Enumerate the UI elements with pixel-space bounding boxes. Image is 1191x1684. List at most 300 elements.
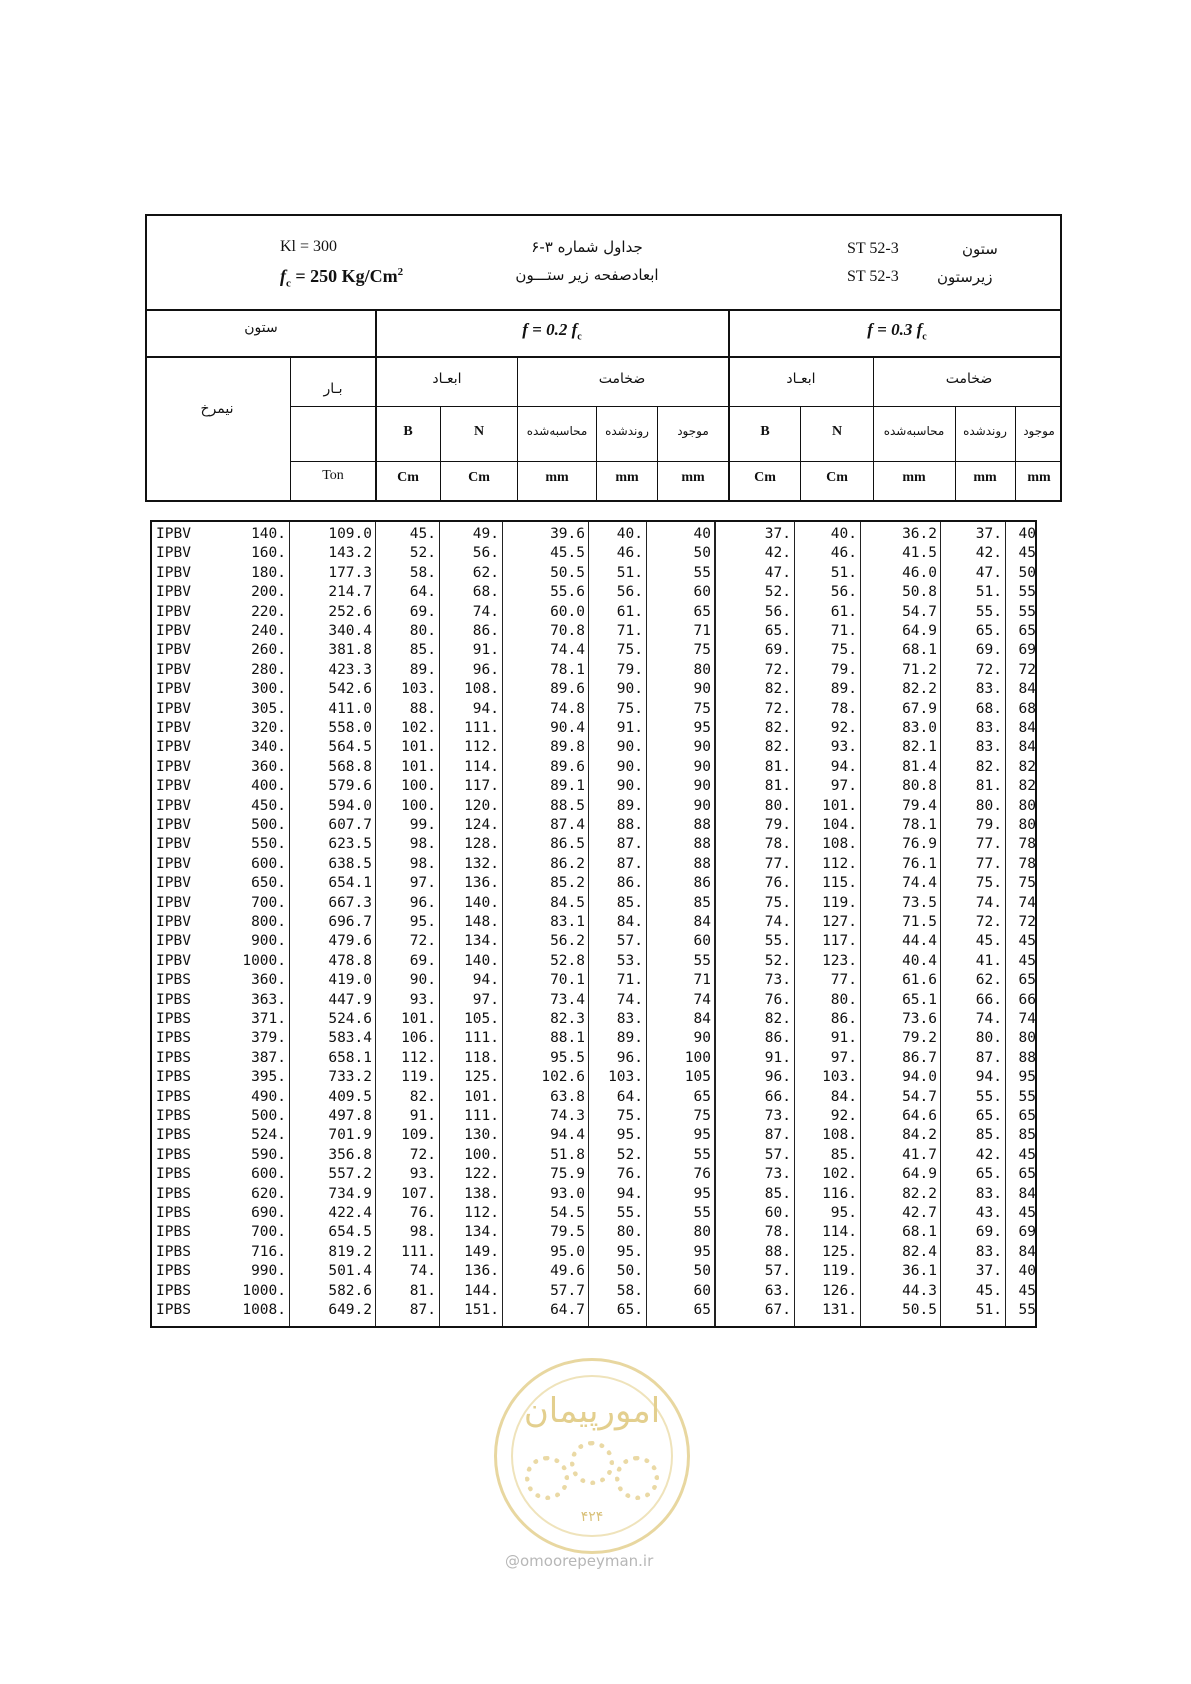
n-left-cell: 124. (464, 817, 499, 833)
load-cell: 568.8 (328, 758, 372, 775)
table-row (152, 1107, 1035, 1126)
profile-size-cell: 600. (251, 855, 286, 872)
profile-size-cell: 500. (251, 817, 286, 833)
profile-type-cell: IPBS (156, 1243, 191, 1260)
n-right-cell: 97. (830, 1049, 857, 1066)
available-right-cell: 84 (1018, 681, 1036, 698)
n-left-cell: 136. (464, 1263, 499, 1280)
rounded-left-cell: 75. (616, 700, 643, 717)
n-left-cell: 149. (464, 1243, 499, 1260)
b-right-cell: 56. (764, 603, 791, 620)
available-left-cell: 65 (693, 1088, 711, 1105)
available-right-cell: 45 (1018, 952, 1036, 969)
rounded-label-right: روندشده (963, 424, 1007, 438)
available-left-cell: 65 (693, 1302, 711, 1318)
b-left-cell: 101. (401, 739, 436, 756)
profile-type-cell: IPBV (156, 778, 191, 795)
calc-left-cell: 89.6 (550, 758, 585, 775)
b-left-cell: 98. (409, 855, 436, 872)
divider (517, 358, 518, 500)
calc-left-cell: 83.1 (550, 914, 585, 930)
b-left-cell: 74. (409, 1263, 436, 1280)
rounded-right-cell: 82. (975, 758, 1002, 775)
calc-left-cell: 70.1 (550, 972, 585, 989)
table-row (152, 525, 1035, 544)
available-right-cell: 45 (1018, 1205, 1036, 1221)
calc-right-cell: 79.4 (902, 797, 937, 814)
available-right-cell: 55 (1018, 1302, 1036, 1318)
calc-left-cell: 89.6 (550, 681, 585, 698)
load-cell: 654.5 (328, 1224, 372, 1241)
n-right-cell: 92. (830, 720, 857, 736)
available-left-cell: 90 (693, 778, 711, 795)
rounded-left-cell: 86. (616, 875, 643, 892)
table-row (152, 641, 1035, 660)
n-left-cell: 122. (464, 1166, 499, 1183)
calc-left-cell: 89.8 (550, 739, 585, 756)
n-label-left: N (473, 424, 485, 439)
b-right-cell: 67. (764, 1302, 791, 1318)
b-right-cell: 86. (764, 1030, 791, 1047)
unit-calc-right: mm (902, 470, 926, 485)
available-left-cell: 71 (693, 972, 711, 989)
available-left-cell: 90 (693, 739, 711, 756)
table-row (152, 544, 1035, 563)
available-right-cell: 95 (1018, 1069, 1036, 1086)
rounded-left-cell: 75. (616, 1108, 643, 1124)
table-row (152, 758, 1035, 777)
calc-left-cell: 52.8 (550, 952, 585, 969)
available-right-cell: 45 (1018, 933, 1036, 950)
available-right-cell: 84 (1018, 1185, 1036, 1202)
b-left-cell: 93. (409, 1166, 436, 1183)
b-left-cell: 82. (409, 1088, 436, 1105)
table-row (152, 874, 1035, 893)
calc-right-cell: 41.7 (902, 1146, 937, 1163)
rounded-left-cell: 74. (616, 991, 643, 1008)
b-right-cell: 75. (764, 894, 791, 911)
rounded-left-cell: 61. (616, 603, 643, 620)
available-left-cell: 80 (693, 1224, 711, 1241)
available-right-cell: 69 (1018, 642, 1036, 659)
available-left-cell: 55 (693, 564, 711, 581)
n-right-cell: 93. (830, 739, 857, 756)
load-cell: 422.4 (328, 1205, 372, 1221)
unit-calc-left: mm (545, 470, 569, 485)
n-right-cell: 114. (822, 1224, 857, 1241)
b-right-cell: 96. (764, 1069, 791, 1086)
profile-size-cell: 180. (251, 564, 286, 581)
unit-available-right: mm (1027, 470, 1051, 485)
profile-size-cell: 650. (251, 875, 286, 892)
available-right-cell: 45 (1018, 1146, 1036, 1163)
calc-right-cell: 82.4 (902, 1243, 937, 1260)
load-cell: 411.0 (328, 700, 372, 717)
calc-right-cell: 46.0 (902, 564, 937, 581)
table-row (152, 1223, 1035, 1242)
rounded-left-cell: 64. (616, 1088, 643, 1105)
n-right-cell: 91. (830, 1030, 857, 1047)
n-right-cell: 119. (822, 894, 857, 911)
n-right-cell: 131. (822, 1302, 857, 1318)
b-right-cell: 87. (764, 1127, 791, 1144)
fp-right: f = 0.3 $f_c$ (867, 320, 927, 343)
available-left-cell: 75 (693, 642, 711, 659)
n-left-cell: 91. (472, 642, 499, 659)
profile-type-cell: IPBS (156, 1205, 191, 1221)
b-left-cell: 100. (401, 797, 436, 814)
table-row (152, 1126, 1035, 1145)
load-cell: 654.1 (328, 875, 372, 892)
calc-left-cell: 87.4 (550, 817, 585, 833)
calc-right-cell: 71.2 (902, 661, 937, 678)
rounded-right-cell: 55. (975, 1088, 1002, 1105)
load-label: بـار (323, 381, 343, 397)
rounded-left-cell: 40. (616, 526, 643, 542)
b-right-cell: 78. (764, 836, 791, 853)
rounded-right-cell: 75. (975, 875, 1002, 892)
table-row (152, 913, 1035, 932)
profile-size-cell: 600. (251, 1166, 286, 1183)
load-cell: 667.3 (328, 894, 372, 911)
available-label-left: موجود (677, 424, 709, 438)
calc-right-cell: 79.2 (902, 1030, 937, 1047)
calc-left-cell: 56.2 (550, 933, 585, 950)
column-grade: ST 52-3 (847, 240, 899, 257)
b-right-cell: 73. (764, 1108, 791, 1124)
n-right-cell: 94. (830, 758, 857, 775)
rounded-left-cell: 95. (616, 1243, 643, 1260)
calc-right-cell: 76.1 (902, 855, 937, 872)
calc-left-cell: 75.9 (550, 1166, 585, 1183)
table-row (152, 564, 1035, 583)
available-left-cell: 40 (693, 526, 711, 542)
calc-left-cell: 90.4 (550, 720, 585, 736)
available-left-cell: 90 (693, 681, 711, 698)
b-left-cell: 101. (401, 1011, 436, 1027)
n-right-cell: 123. (822, 952, 857, 969)
available-right-cell: 72 (1018, 914, 1036, 930)
calc-right-cell: 50.8 (902, 584, 937, 601)
load-cell: 734.9 (328, 1185, 372, 1202)
b-left-cell: 69. (409, 603, 436, 620)
rounded-right-cell: 83. (975, 720, 1002, 736)
rounded-right-cell: 37. (975, 526, 1002, 542)
b-right-cell: 82. (764, 681, 791, 698)
rounded-left-cell: 53. (616, 952, 643, 969)
rounded-right-cell: 62. (975, 972, 1002, 989)
b-right-cell: 52. (764, 952, 791, 969)
calc-left-cell: 51.8 (550, 1146, 585, 1163)
rounded-right-cell: 74. (975, 1011, 1002, 1027)
available-right-cell: 68 (1018, 700, 1036, 717)
b-left-cell: 97. (409, 875, 436, 892)
table-row (152, 991, 1035, 1010)
load-cell: 557.2 (328, 1166, 372, 1183)
n-left-cell: 144. (464, 1282, 499, 1299)
n-left-cell: 97. (472, 991, 499, 1008)
rounded-left-cell: 80. (616, 1224, 643, 1241)
load-unit: Ton (322, 468, 344, 483)
table-row (152, 1068, 1035, 1087)
load-cell: 701.9 (328, 1127, 372, 1144)
b-right-cell: 37. (764, 526, 791, 542)
calc-left-cell: 74.8 (550, 700, 585, 717)
subcolumn-grade: ST 52-3 (847, 268, 899, 285)
n-right-cell: 80. (830, 991, 857, 1008)
n-right-cell: 103. (822, 1069, 857, 1086)
n-right-cell: 95. (830, 1205, 857, 1221)
n-left-cell: 151. (464, 1302, 499, 1318)
n-right-cell: 46. (830, 545, 857, 562)
load-cell: 623.5 (328, 836, 372, 853)
b-left-cell: 119. (401, 1069, 436, 1086)
n-left-cell: 134. (464, 1224, 499, 1241)
calc-left-cell: 74.3 (550, 1108, 585, 1124)
n-right-cell: 78. (830, 700, 857, 717)
available-right-cell: 78 (1018, 836, 1036, 853)
n-right-cell: 127. (822, 914, 857, 930)
calc-left-cell: 86.2 (550, 855, 585, 872)
b-right-cell: 72. (764, 700, 791, 717)
available-right-cell: 74 (1018, 1011, 1036, 1027)
b-left-cell: 99. (409, 817, 436, 833)
table-row (152, 1010, 1035, 1029)
n-left-cell: 112. (464, 739, 499, 756)
seal-text: امورپیمان (523, 1391, 661, 1431)
b-right-cell: 66. (764, 1088, 791, 1105)
rounded-right-cell: 77. (975, 855, 1002, 872)
profile-size-cell: 360. (251, 758, 286, 775)
profile-size-cell: 700. (251, 1224, 286, 1241)
load-cell: 733.2 (328, 1069, 372, 1086)
gear-icon (615, 1456, 659, 1500)
rounded-left-cell: 103. (608, 1069, 643, 1086)
gear-icon (570, 1441, 614, 1485)
column-label: ستون (962, 240, 998, 258)
thick-label-left: ضخامت (598, 371, 646, 387)
rounded-right-cell: 68. (975, 700, 1002, 717)
available-left-cell: 80 (693, 661, 711, 678)
profile-type-cell: IPBV (156, 739, 191, 756)
calc-left-cell: 63.8 (550, 1088, 585, 1105)
profile-type-cell: IPBV (156, 914, 191, 930)
divider (596, 406, 597, 500)
load-cell: 524.6 (328, 1011, 372, 1027)
profile-size-cell: 395. (251, 1069, 286, 1086)
n-left-cell: 86. (472, 623, 499, 639)
table-row (152, 1146, 1035, 1165)
load-cell: 501.4 (328, 1263, 372, 1280)
n-right-cell: 108. (822, 1127, 857, 1144)
b-label-left: B (403, 424, 413, 439)
table-row (152, 797, 1035, 816)
b-right-cell: 63. (764, 1282, 791, 1299)
load-cell: 582.6 (328, 1282, 372, 1299)
n-right-cell: 61. (830, 603, 857, 620)
rounded-right-cell: 77. (975, 836, 1002, 853)
n-label-right: N (831, 424, 843, 439)
available-left-cell: 75 (693, 1108, 711, 1124)
unit-b-left: Cm (397, 470, 419, 485)
rounded-left-cell: 84. (616, 914, 643, 930)
calc-left-cell: 57.7 (550, 1282, 585, 1299)
profile-type-cell: IPBS (156, 1108, 191, 1124)
available-left-cell: 84 (693, 914, 711, 930)
available-right-cell: 84 (1018, 720, 1036, 736)
profile-type-cell: IPBS (156, 1166, 191, 1183)
calc-left-cell: 88.1 (550, 1030, 585, 1047)
available-left-cell: 60 (693, 933, 711, 950)
available-left-cell: 86 (693, 875, 711, 892)
b-left-cell: 106. (401, 1030, 436, 1047)
available-right-cell: 88 (1018, 1049, 1036, 1066)
rounded-left-cell: 87. (616, 855, 643, 872)
n-right-cell: 75. (830, 642, 857, 659)
b-left-cell: 112. (401, 1049, 436, 1066)
gear-icon (525, 1456, 569, 1500)
divider (147, 309, 1060, 311)
n-right-cell: 77. (830, 972, 857, 989)
rounded-left-cell: 90. (616, 758, 643, 775)
calc-left-cell: 55.6 (550, 584, 585, 601)
calc-left-cell: 95.5 (550, 1049, 585, 1066)
table-row (152, 971, 1035, 990)
calc-right-cell: 44.4 (902, 933, 937, 950)
calc-right-cell: 82.1 (902, 739, 937, 756)
available-left-cell: 95 (693, 1243, 711, 1260)
b-right-cell: 69. (764, 642, 791, 659)
b-left-cell: 91. (409, 1108, 436, 1124)
n-right-cell: 125. (822, 1243, 857, 1260)
k1-value: Kl = 300 (280, 238, 338, 255)
rounded-right-cell: 81. (975, 778, 1002, 795)
n-left-cell: 132. (464, 855, 499, 872)
rounded-left-cell: 52. (616, 1146, 643, 1163)
profile-size-cell: 490. (251, 1088, 286, 1105)
available-left-cell: 105 (684, 1069, 711, 1086)
load-cell: 419.0 (328, 972, 372, 989)
b-right-cell: 60. (764, 1205, 791, 1221)
b-left-cell: 100. (401, 778, 436, 795)
table-row (152, 1301, 1035, 1320)
load-cell: 214.7 (328, 584, 372, 601)
subcolumn-label: زیرستون (937, 268, 993, 286)
load-cell: 607.7 (328, 817, 372, 833)
profile-type-cell: IPBV (156, 817, 191, 833)
calc-right-cell: 36.2 (902, 526, 937, 542)
table-row (152, 738, 1035, 757)
n-left-cell: 125. (464, 1069, 499, 1086)
calc-right-cell: 71.5 (902, 914, 937, 930)
calc-left-cell: 82.3 (550, 1011, 585, 1027)
table-row (152, 1282, 1035, 1301)
table-row (152, 1049, 1035, 1068)
b-left-cell: 96. (409, 894, 436, 911)
b-right-cell: 57. (764, 1146, 791, 1163)
page-number: ۴۲۴ (580, 1509, 604, 1525)
profile-size-cell: 450. (251, 797, 286, 814)
profile-type-cell: IPBV (156, 526, 191, 542)
profile-size-cell: 300. (251, 681, 286, 698)
calc-right-cell: 73.5 (902, 894, 937, 911)
profile-type-cell: IPBV (156, 836, 191, 853)
available-right-cell: 65 (1018, 1166, 1036, 1183)
n-left-cell: 101. (464, 1088, 499, 1105)
section-label: ستون (244, 320, 278, 336)
b-right-cell: 81. (764, 758, 791, 775)
divider (728, 309, 730, 500)
rounded-left-cell: 55. (616, 1205, 643, 1221)
table-title: جداول شماره ۳-۶ (531, 238, 643, 256)
n-right-cell: 89. (830, 681, 857, 698)
rounded-right-cell: 37. (975, 1263, 1002, 1280)
rounded-right-cell: 51. (975, 584, 1002, 601)
rounded-right-cell: 69. (975, 642, 1002, 659)
calc-label-right: محاسبه‌شده (883, 424, 945, 438)
divider (873, 358, 874, 500)
table-row (152, 583, 1035, 602)
rounded-right-cell: 85. (975, 1127, 1002, 1144)
table-row (152, 855, 1035, 874)
n-left-cell: 118. (464, 1049, 499, 1066)
n-right-cell: 85. (830, 1146, 857, 1163)
calc-right-cell: 83.0 (902, 720, 937, 736)
profile-size-cell: 160. (251, 545, 286, 562)
load-cell: 478.8 (328, 952, 372, 969)
rounded-right-cell: 45. (975, 1282, 1002, 1299)
table-row (152, 680, 1035, 699)
profile-type-cell: IPBS (156, 1049, 191, 1066)
available-left-cell: 75 (693, 700, 711, 717)
profile-size-cell: 990. (251, 1263, 286, 1280)
calc-left-cell: 84.5 (550, 894, 585, 911)
n-right-cell: 79. (830, 661, 857, 678)
calc-right-cell: 94.0 (902, 1069, 937, 1086)
table-row (152, 1165, 1035, 1184)
calc-left-cell: 89.1 (550, 778, 585, 795)
b-left-cell: 52. (409, 545, 436, 562)
calc-left-cell: 78.1 (550, 661, 585, 678)
n-left-cell: 136. (464, 875, 499, 892)
n-right-cell: 84. (830, 1088, 857, 1105)
rounded-right-cell: 87. (975, 1049, 1002, 1066)
load-cell: 252.6 (328, 603, 372, 620)
n-left-cell: 105. (464, 1011, 499, 1027)
n-right-cell: 40. (830, 526, 857, 542)
table-row (152, 932, 1035, 951)
calc-right-cell: 54.7 (902, 1088, 937, 1105)
profile-type-cell: IPBS (156, 1011, 191, 1027)
profile-type-cell: IPBS (156, 1127, 191, 1144)
b-left-cell: 58. (409, 564, 436, 581)
b-left-cell: 107. (401, 1185, 436, 1202)
calc-right-cell: 64.9 (902, 1166, 937, 1183)
b-left-cell: 102. (401, 720, 436, 736)
available-right-cell: 85 (1018, 1127, 1036, 1144)
profile-size-cell: 400. (251, 778, 286, 795)
n-right-cell: 119. (822, 1263, 857, 1280)
load-cell: 583.4 (328, 1030, 372, 1047)
table-row (152, 1262, 1035, 1281)
profile-size-cell: 320. (251, 720, 286, 736)
calc-right-cell: 86.7 (902, 1049, 937, 1066)
calc-right-cell: 40.4 (902, 952, 937, 969)
load-cell: 409.5 (328, 1088, 372, 1105)
calc-right-cell: 50.5 (902, 1302, 937, 1318)
calc-left-cell: 88.5 (550, 797, 585, 814)
calc-right-cell: 61.6 (902, 972, 937, 989)
